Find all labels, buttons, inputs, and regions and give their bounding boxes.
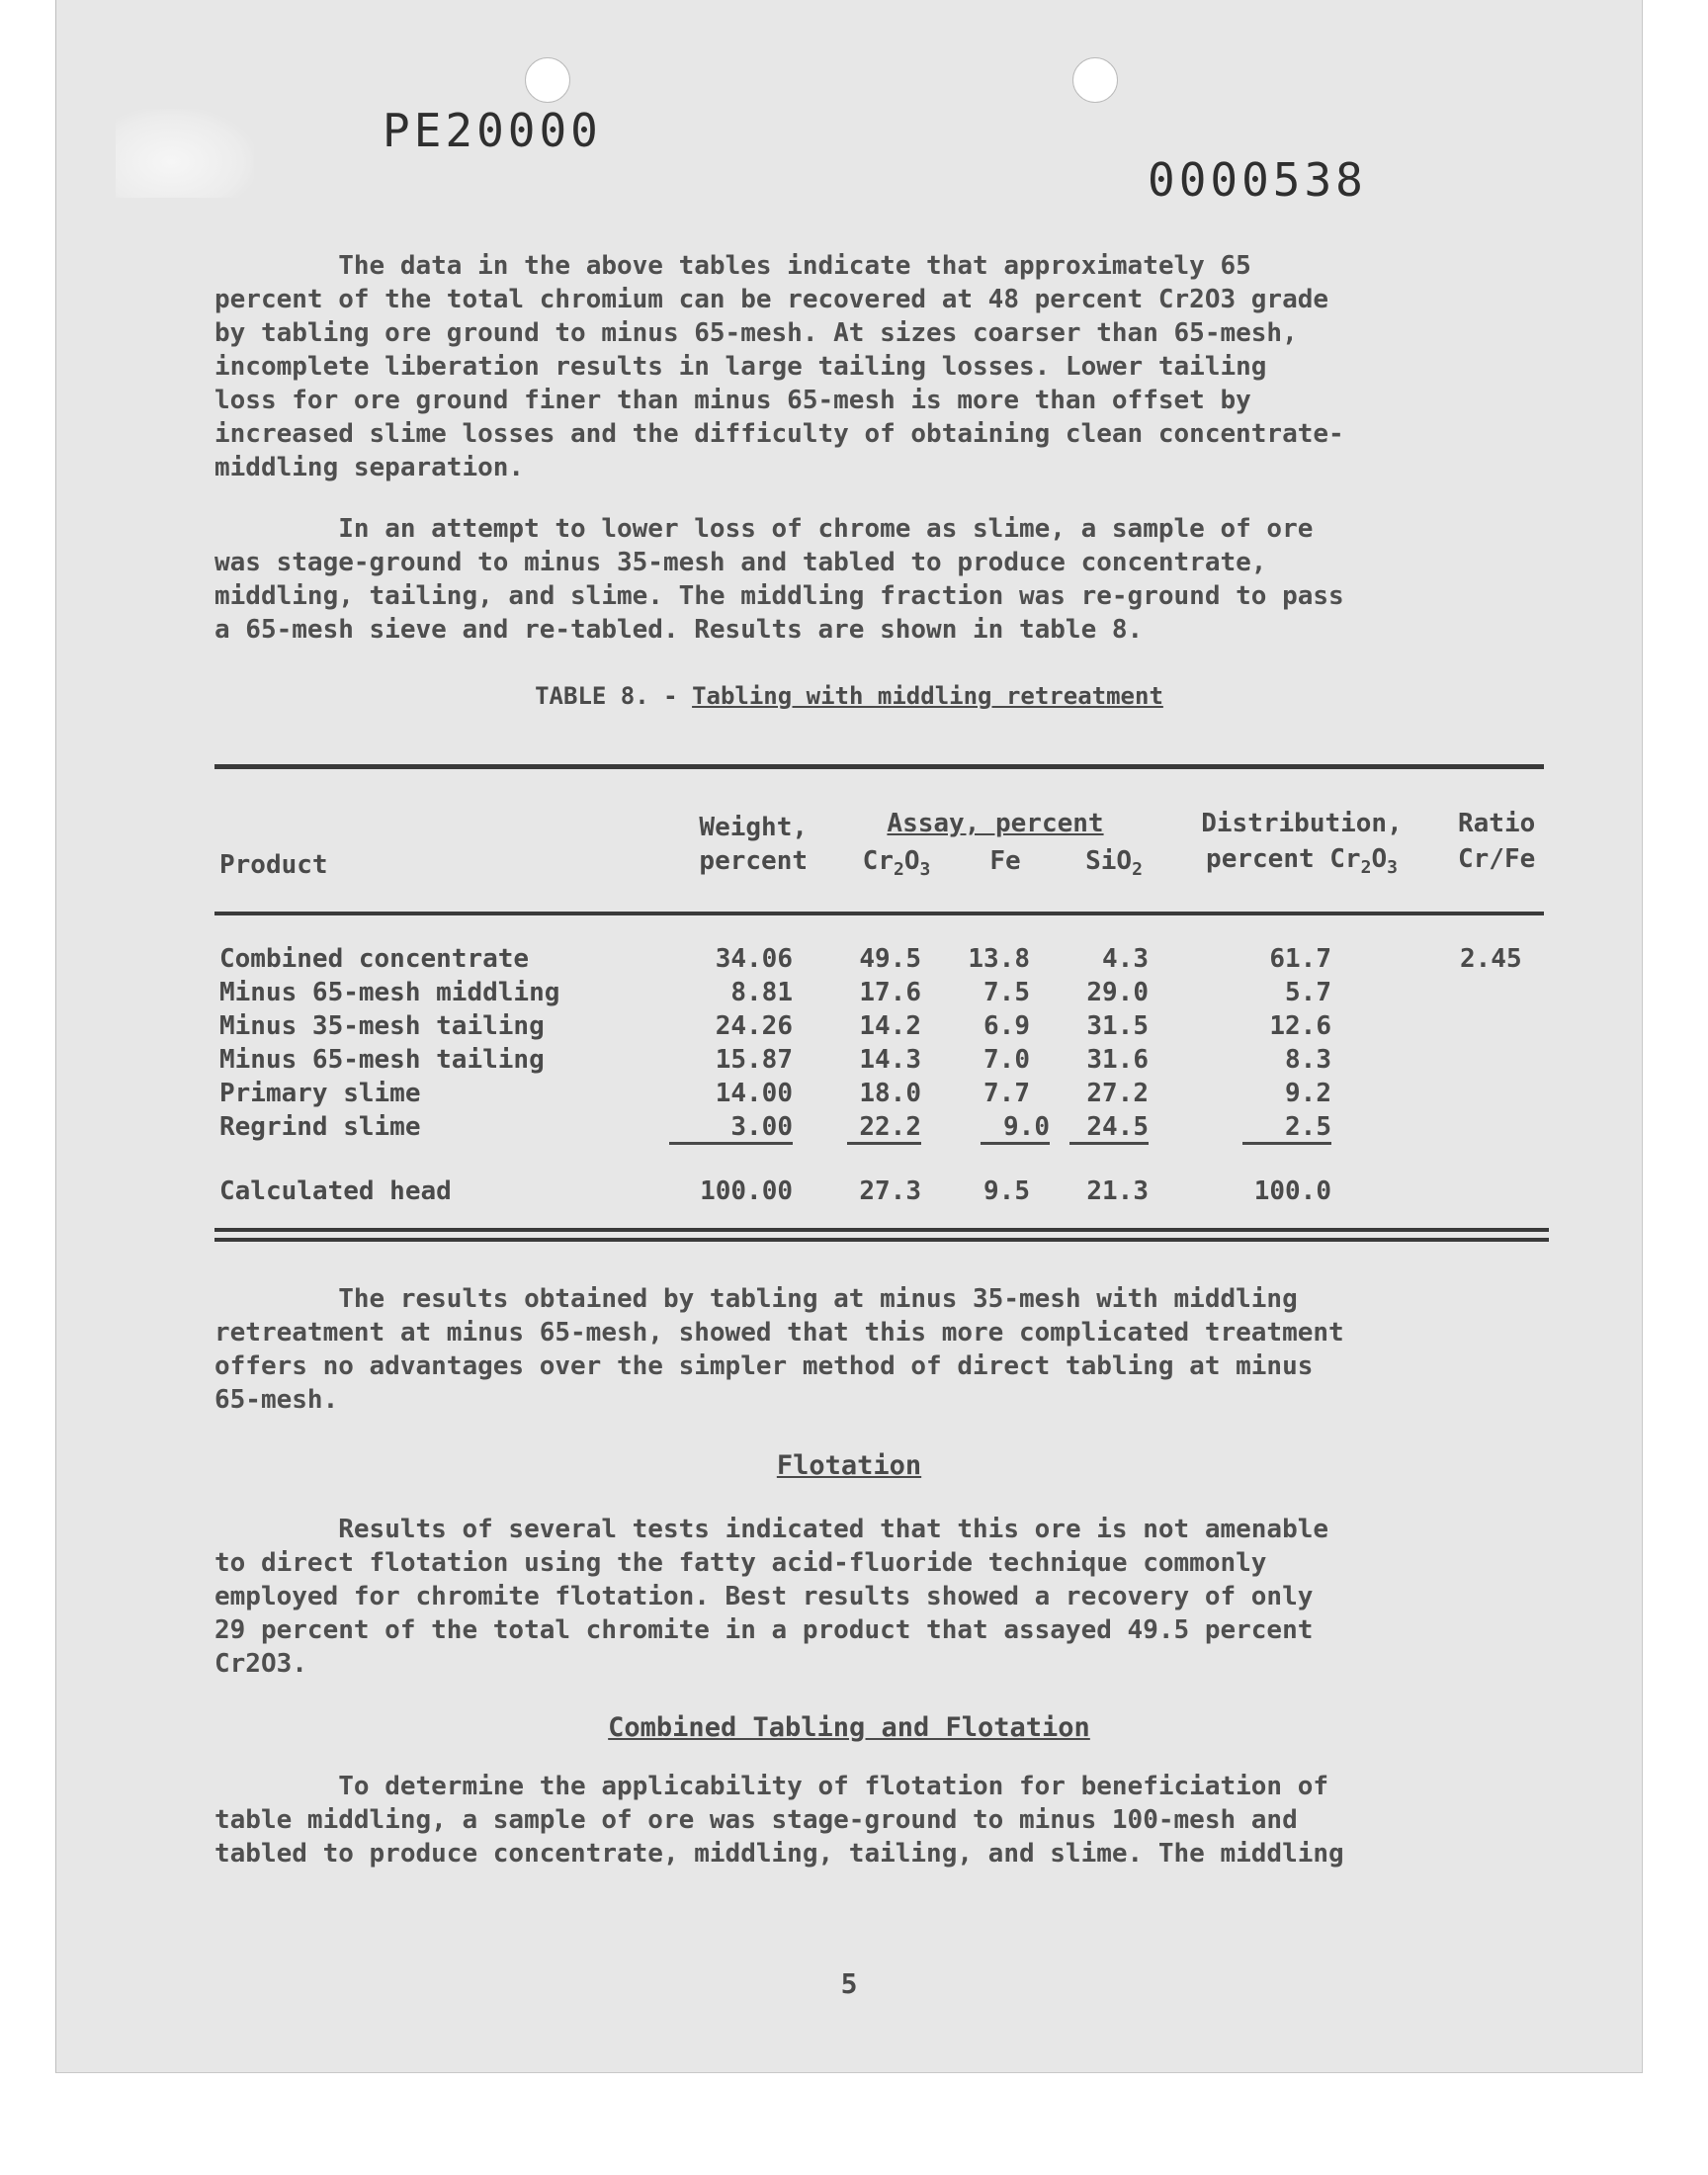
paragraph-2: In an attempt to lower loss of chrome as slime, a sample of ore was stage-ground to minus 35-mesh and tabled to produce concentrate, middling, tailing, and slime. The middling fraction was re-ground to pass a 65-mesh sieve and re-tabled. Results are shown in table 8.: [214, 514, 1344, 645]
table-caption-prefix: TABLE 8. -: [535, 682, 693, 710]
table-row: [56, 1112, 1642, 1148]
cell-weight: 8.81: [730, 978, 793, 1007]
header-distribution: Distribution,: [1201, 809, 1403, 838]
header-weight-2: percent: [699, 846, 808, 876]
table-row: [56, 1011, 1642, 1045]
table-top-rule: [214, 764, 1544, 769]
stamp-right: 0000538: [1148, 153, 1367, 207]
cell-fe: 9.5: [983, 1176, 1030, 1206]
table-row: [56, 1079, 1642, 1112]
document-page: [55, 0, 1643, 2073]
paragraph-5: To determine the applicability of flotation for beneficiation of table middling, a sample of ore was stage-ground to minus 100-mesh and tabled to produce concentrate, middling, tailing, and slime. The middling: [214, 1772, 1344, 1869]
cell-weight: 34.06: [715, 944, 793, 974]
page-number: 5: [840, 1967, 858, 2000]
table-row: [56, 944, 1642, 978]
cell-sio2: 24.5: [1069, 1112, 1149, 1145]
cell-product: Minus 65-mesh middling: [219, 978, 560, 1007]
cell-product: Regrind slime: [219, 1112, 421, 1142]
cell-weight: 24.26: [715, 1011, 793, 1041]
cell-product: Minus 35-mesh tailing: [219, 1011, 545, 1041]
cell-distribution: 12.6: [1269, 1011, 1331, 1041]
table-caption-title: Tabling with middling retreatment: [692, 682, 1163, 710]
punch-hole-left: [525, 57, 570, 103]
cell-weight: 15.87: [715, 1045, 793, 1075]
cell-cr2o3: 27.3: [859, 1176, 921, 1206]
cell-sio2: 31.5: [1086, 1011, 1149, 1041]
cell-cr2o3: 18.0: [859, 1079, 921, 1108]
cell-distribution: 8.3: [1285, 1045, 1331, 1075]
paragraph-3: The results obtained by tabling at minus 35-mesh with middling retreatment at minus 65-mesh, showed that this more complicated treatment offers no advantages over the simpler method of direct tabling at minus 65-mesh.: [214, 1284, 1344, 1415]
cell-sio2: 31.6: [1086, 1045, 1149, 1075]
cell-product: Minus 65-mesh tailing: [219, 1045, 545, 1075]
cell-weight: 100.00: [700, 1176, 793, 1206]
header-fe: Fe: [989, 846, 1021, 876]
cell-sio2: 21.3: [1086, 1176, 1149, 1206]
stamp-left: PE20000: [383, 104, 602, 157]
cell-weight: 14.00: [715, 1079, 793, 1108]
cell-fe: 6.9: [983, 1011, 1030, 1041]
heading-flotation: Flotation: [776, 1450, 922, 1481]
table-header-rule: [214, 912, 1544, 915]
header-sio2: SiO$_2$: [1085, 846, 1143, 881]
cell-weight: 3.00: [669, 1112, 793, 1145]
cell-fe: 7.5: [983, 978, 1030, 1007]
cell-product: Combined concentrate: [219, 944, 530, 974]
table-row: [56, 1045, 1642, 1079]
table-bottom-rule: [214, 1228, 1549, 1232]
cell-fe: 9.0: [981, 1112, 1050, 1145]
table-row: [56, 978, 1642, 1011]
heading-combined-tabling-flotation: Combined Tabling and Flotation: [608, 1712, 1090, 1743]
cell-ratio: 2.45: [1460, 944, 1522, 974]
cell-distribution: 61.7: [1269, 944, 1331, 974]
table-bottom-rule-2: [214, 1238, 1549, 1242]
header-cr2o3: $Cr_2O_3$: [862, 846, 931, 881]
cell-distribution: 5.7: [1285, 978, 1331, 1007]
cell-cr2o3: 14.2: [859, 1011, 921, 1041]
cell-sio2: 4.3: [1102, 944, 1149, 974]
cell-distribution: 100.0: [1253, 1176, 1331, 1206]
header-product: Product: [219, 850, 328, 880]
cell-sio2: 27.2: [1086, 1079, 1149, 1108]
header-assay: Assay, percent: [887, 809, 1104, 838]
cell-cr2o3: 17.6: [859, 978, 921, 1007]
cell-cr2o3: 22.2: [847, 1112, 921, 1145]
punch-hole-right: [1072, 57, 1118, 103]
cell-cr2o3: 49.5: [859, 944, 921, 974]
cell-fe: 7.7: [983, 1079, 1030, 1108]
cell-sio2: 29.0: [1086, 978, 1149, 1007]
table-caption: [56, 682, 1642, 710]
cell-distribution: 9.2: [1285, 1079, 1331, 1108]
header-weight: Weight,: [699, 813, 808, 842]
cell-fe: 13.8: [968, 944, 1030, 974]
cell-product: Calculated head: [219, 1176, 452, 1206]
header-distribution-2: percent $Cr_2O_3$: [1206, 844, 1398, 879]
cell-distribution: 2.5: [1242, 1112, 1331, 1145]
header-ratio-2: Cr/Fe: [1458, 844, 1536, 874]
paragraph-1: The data in the above tables indicate that approximately 65 percent of the total chromium can be recovered at 48 percent Cr2O3 grade by tabling ore ground to minus 65-mesh. At sizes coarser than 65-mesh, incomplete liberation results in large tailing losses. Lower tailing loss for ore ground finer than minus 65-mesh is more than offset by increased slime losses and the difficulty of obtaining clean concentrate- middling separation.: [214, 251, 1344, 482]
table-row-total: [56, 1176, 1642, 1210]
header-ratio: Ratio: [1458, 809, 1536, 838]
torn-corner: [116, 109, 254, 198]
paragraph-4: Results of several tests indicated that this ore is not amenable to direct flotation using the fatty acid-fluoride technique commonly employed for chromite flotation. Best results showed a recovery of only 29 percent of the total chromite in a product that assayed 49.5 percent Cr2O3.: [214, 1515, 1329, 1679]
cell-fe: 7.0: [983, 1045, 1030, 1075]
cell-cr2o3: 14.3: [859, 1045, 921, 1075]
cell-product: Primary slime: [219, 1079, 421, 1108]
